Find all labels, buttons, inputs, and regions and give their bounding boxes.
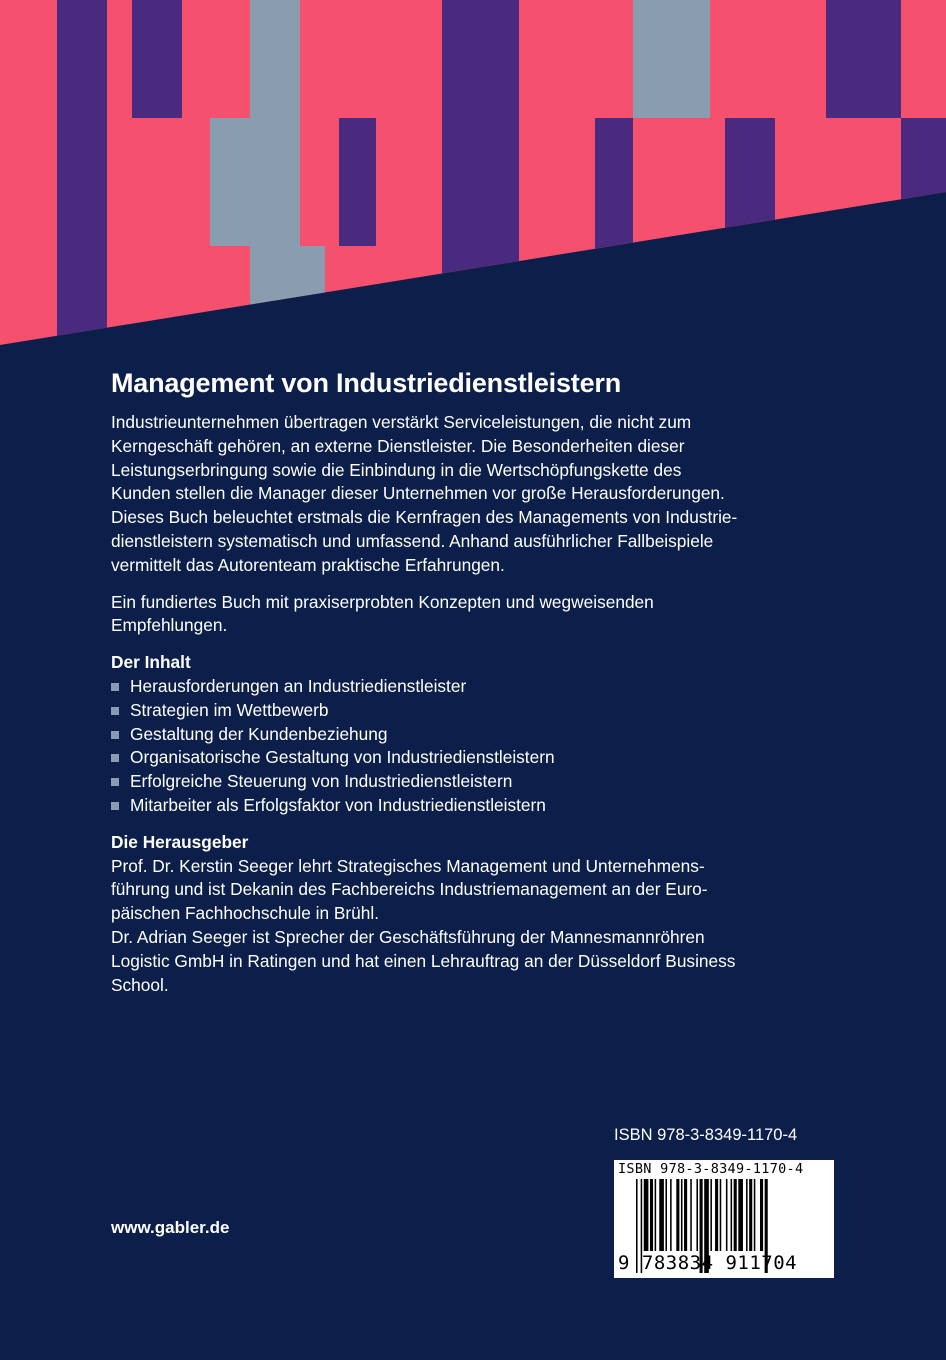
barcode-bar — [710, 1179, 712, 1251]
barcode-isbn-text: ISBN 978-3-8349-1170-4 — [618, 1161, 804, 1177]
editors-heading: Die Herausgeber — [111, 831, 249, 852]
barcode-bar — [681, 1179, 683, 1251]
barcode-bar — [760, 1179, 763, 1251]
summary-line: Ein fundiertes Buch mit praxiserprobten Konzepten und wegweisenden — [111, 591, 654, 612]
list-item-text: Erfolgreiche Steuerung von Industriedienstleistern — [130, 771, 513, 792]
editors-paragraph — [111, 855, 841, 998]
barcode-bar — [644, 1179, 649, 1251]
square-bullet-icon — [111, 707, 119, 715]
editors-line: Prof. Dr. Kerstin Seeger lehrt Strategisches Management und Unternehmens- — [111, 855, 705, 876]
list-item-text: Gestaltung der Kundenbeziehung — [130, 723, 388, 744]
editors-line: Dr. Adrian Seeger ist Sprecher der Geschäftsführung der Mannesmannröhren — [111, 926, 705, 947]
description-line: Kunden stellen die Manager dieser Unternehmen vor große Herausforderungen. — [111, 483, 725, 504]
barcode-bar — [676, 1179, 679, 1251]
list-item — [111, 770, 841, 794]
publisher-website: www.gabler.de — [111, 1218, 230, 1237]
square-bullet-icon — [111, 778, 119, 786]
list-item — [111, 699, 841, 723]
barcode-bar — [665, 1179, 667, 1251]
barcode-bar — [734, 1179, 737, 1251]
isbn-label: ISBN 978-3-8349-1170-4 — [614, 1126, 798, 1144]
description-line: dienstleistern systematisch und umfassend. Anhand ausführlicher Fallbeispiele — [111, 530, 714, 551]
summary-line: Empfehlungen. — [111, 615, 228, 636]
barcode-bar — [749, 1179, 752, 1251]
barcode-bar — [659, 1179, 664, 1251]
description-line: Industrieunternehmen übertragen verstärkt Serviceleistungen, die nicht zum — [111, 412, 692, 432]
contents-heading: Der Inhalt — [111, 652, 191, 673]
barcode-bar — [738, 1179, 743, 1251]
barcode-bar — [726, 1179, 728, 1251]
list-item — [111, 794, 841, 818]
description-paragraph — [111, 411, 841, 578]
editors-line: Logistic GmbH in Ratingen und hat einen Lehrauftrag an der Düsseldorf Business — [111, 950, 736, 971]
list-item-text: Mitarbeiter als Erfolgsfaktor von Industriedienstleistern — [130, 794, 546, 815]
description-line: vermittelt das Autorenteam praktische Erfahrungen. — [111, 554, 505, 575]
square-bullet-icon — [111, 683, 119, 691]
list-item-text: Herausforderungen an Industriedienstleister — [130, 675, 467, 696]
list-item — [111, 675, 841, 699]
square-bullet-icon — [111, 731, 119, 739]
list-item — [111, 746, 841, 770]
summary-paragraph — [111, 591, 841, 639]
barcode-bar — [746, 1179, 748, 1251]
description-line: Kerngeschäft gehören, an externe Dienstleister. Die Besonderheiten dieser — [111, 435, 685, 456]
square-bullet-icon — [111, 802, 119, 810]
barcode-digits: 9 783834 911704 — [618, 1252, 798, 1274]
list-item — [111, 723, 841, 747]
barcode-bar — [655, 1179, 657, 1251]
barcode-bar — [720, 1179, 722, 1251]
editors-line: führung und ist Dekanin des Fachbereichs Industriemanagement an der Euro- — [111, 879, 708, 900]
barcode-bar — [650, 1179, 653, 1251]
barcode-bar — [715, 1179, 718, 1251]
editors-line: päischen Fachhochschule in Brühl. — [111, 903, 380, 924]
description-line: Leistungserbringung sowie die Einbindung in die Wertschöpfungskette des — [111, 459, 682, 480]
barcode-bar — [684, 1179, 687, 1251]
book-title: Management von Industriedienstleistern — [111, 368, 622, 398]
cover-pattern — [0, 0, 946, 360]
editors-line: School. — [111, 974, 169, 995]
barcode-bar — [754, 1179, 756, 1251]
list-item-text: Organisatorische Gestaltung von Industriedienstleistern — [130, 747, 555, 768]
contents-list — [111, 675, 841, 818]
list-item-text: Strategien im Wettbewerb — [130, 699, 329, 720]
text-content — [111, 364, 841, 997]
barcode — [614, 1160, 834, 1278]
description-line: Dieses Buch beleuchtet erstmals die Kernfragen des Managements von Industrie- — [111, 507, 738, 528]
barcode-bar — [690, 1179, 692, 1251]
barcode-bar — [731, 1179, 733, 1251]
barcode-bar — [670, 1179, 672, 1251]
barcode-bar — [696, 1179, 698, 1251]
square-bullet-icon — [111, 754, 119, 762]
